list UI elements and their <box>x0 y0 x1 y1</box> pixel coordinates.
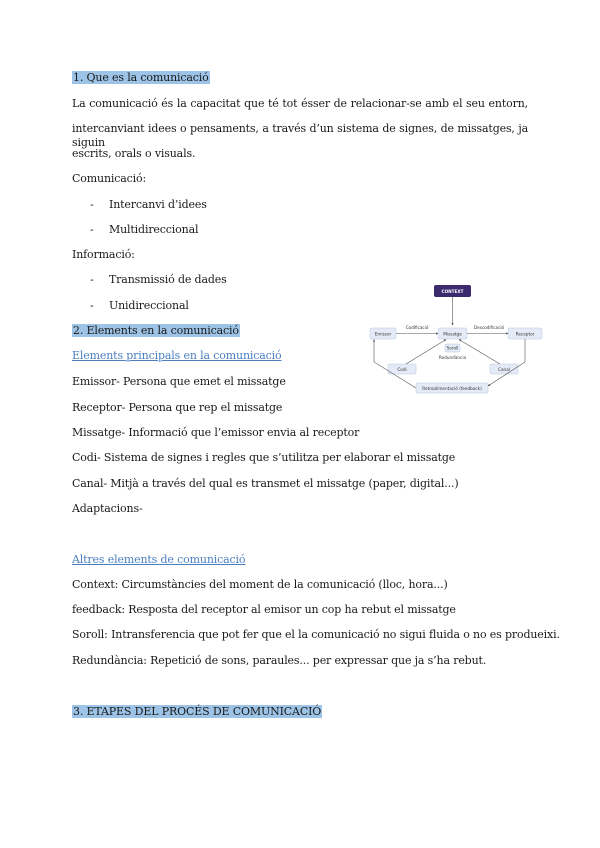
emissor-label: Emissor <box>374 331 392 337</box>
section-2-heading: 2. Elements en la comunicació <box>73 324 239 337</box>
section-1-heading: 1. Que es la comunicació <box>73 71 209 84</box>
codi-arrow <box>406 340 446 365</box>
redundancia-label: Redundància <box>438 355 467 360</box>
elements-principals-link[interactable]: Elements principals en la comunicació <box>72 349 282 362</box>
element-soroll: Soroll: Intransferencia que pot fer que el la comunicació no sigui fluida o no es produeixi. <box>72 628 560 641</box>
descodificacio-label: Descodificació <box>473 325 505 330</box>
paragraph-line-3: escrits, orals o visuals. <box>72 147 196 160</box>
paragraph-line-2: intercanviant idees o pensaments, a través d’un sistema de signes, de missatges, ja siguin <box>72 122 528 149</box>
element-canal: Canal- Mitjà a través del qual es transmet el missatge (paper, digital...) <box>72 477 459 490</box>
codificacio-label: Codificació <box>405 325 429 330</box>
altres-elements-link[interactable]: Altres elements de comunicació <box>72 553 246 566</box>
missatge-label: Missatge <box>443 331 462 337</box>
element-feedback: feedback: Resposta del receptor al emisor un cop ha rebut el missatge <box>72 603 456 616</box>
list-item: - Transmissió de dades <box>90 273 227 286</box>
soroll-label: Soroll <box>446 345 459 351</box>
retroalimentacio-label: Retroalimentació (feedback) <box>422 386 482 391</box>
canal-label: Canal <box>498 367 510 372</box>
comunicacio-label: Comunicació: <box>72 172 147 185</box>
element-context: Context: Circumstàncies del moment de la comunicació (lloc, hora...) <box>72 578 448 591</box>
list-item: - Unidireccional <box>90 299 189 312</box>
element-adaptacions: Adaptacions- <box>72 502 143 515</box>
element-redundancia: Redundància: Repetició de sons, paraules... per expressar que ja s’ha rebut. <box>72 654 487 667</box>
element-receptor: Receptor- Persona que rep el missatge <box>72 401 283 414</box>
communication-diagram <box>366 282 552 398</box>
list-item: - Intercanvi d’idees <box>90 198 207 211</box>
receptor-label: Receptor <box>515 331 535 337</box>
context-label: CONTEXT <box>441 289 464 294</box>
section-3-heading: 3. ETAPES DEL PROCÉS DE COMUNICACIÓ <box>73 705 322 718</box>
list-item: - Multidireccional <box>90 223 199 236</box>
element-missatge: Missatge- Informació que l’emissor envia al receptor <box>72 426 360 439</box>
canal-arrow <box>459 340 500 365</box>
informacio-label: Informació: <box>72 248 135 261</box>
element-codi: Codi- Sistema de signes i regles que s’utilitza per elaborar el missatge <box>72 451 456 464</box>
feedback-arrow-in <box>488 339 525 386</box>
codi-label: Codi <box>397 367 407 372</box>
element-emissor: Emissor- Persona que emet el missatge <box>72 375 286 388</box>
paragraph-line-1: La comunicació és la capacitat que té tot ésser de relacionar-se amb el seu entorn, <box>72 97 528 110</box>
